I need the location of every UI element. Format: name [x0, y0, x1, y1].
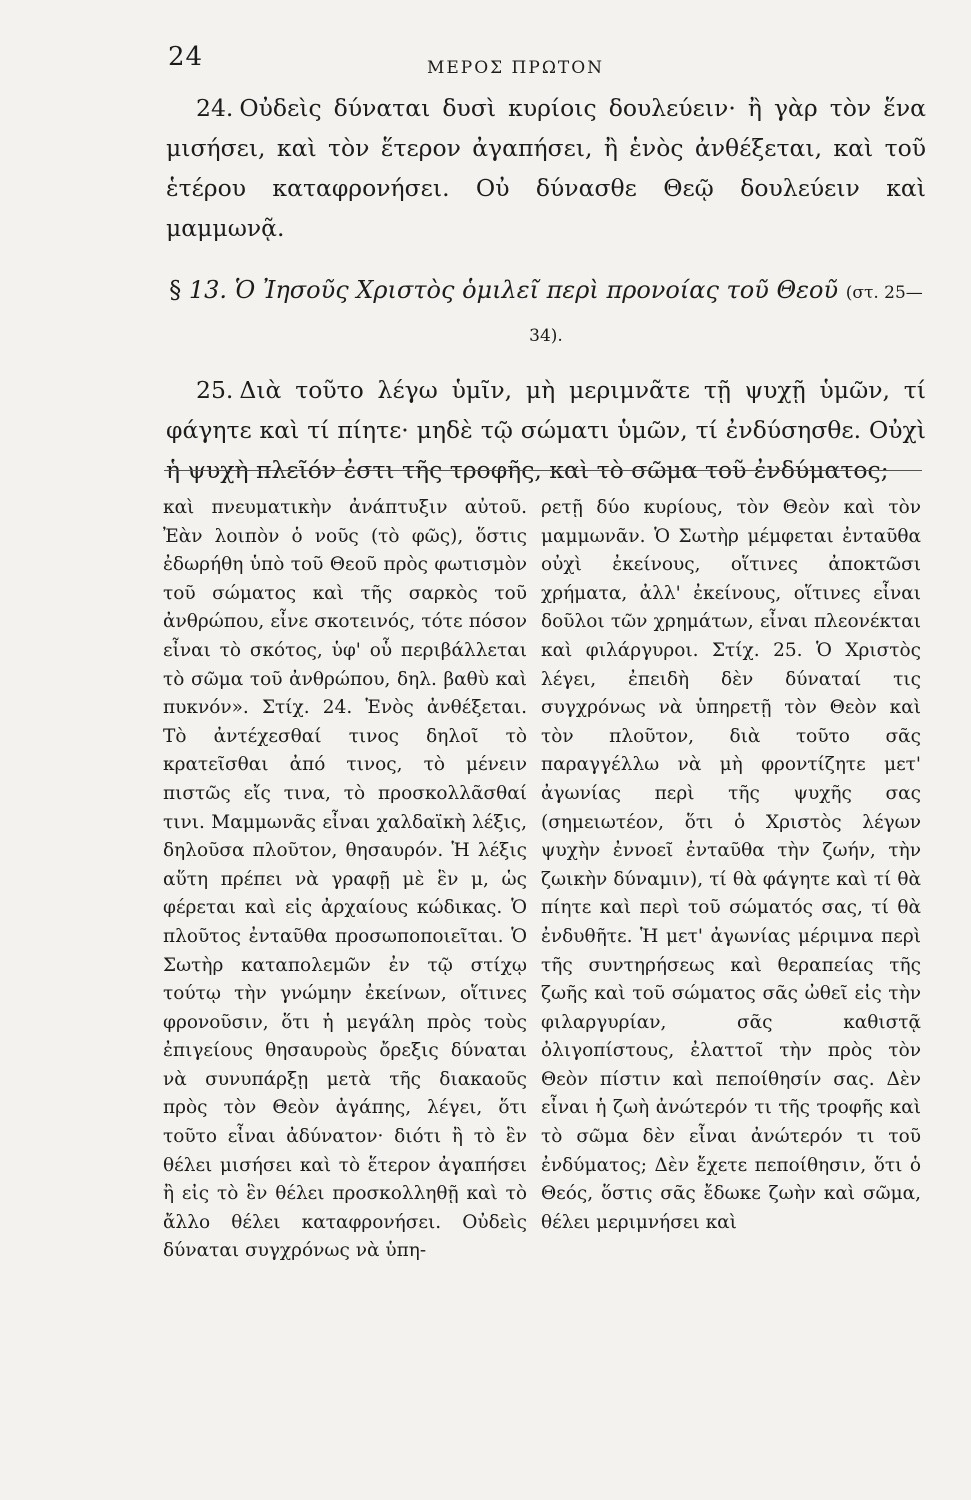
verse-number: 25.: [196, 376, 234, 404]
verse-number: 24.: [196, 94, 234, 122]
section-heading: [166, 270, 926, 356]
verse-24: [166, 88, 926, 248]
commentary-column-left: [163, 494, 527, 1266]
commentary-text: ρετῇ δύο κυρίους, τὸν Θεὸν καὶ τὸν μαμμωνᾶν. Ὁ Σωτὴρ μέμφεται ἐνταῦθα οὐχὶ ἐκείνους, οἵτινες ἀποκτῶσι χρήματα, ἀλλ' ἐκείνους, οἵτινες εἶναι δοῦλοι τῶν χρημάτων, εἶναι πλεονέκται καὶ φιλάργυροι. Στίχ. 25. Ὁ Χριστὸς λέγει, ἐπειδὴ δὲν δύναταί τις συγχρόνως νὰ ὑπηρετῇ τὸν Θεὸν καὶ τὸν πλοῦτον, διὰ τοῦτο σᾶς παραγγέλλω νὰ μὴ φροντίζητε μετ' ἀγωνίας περὶ τῆς ψυχῆς σας (σημειωτέον, ὅτι ὁ Χριστὸς λέγων ψυχὴν ἐννοεῖ ἐνταῦθα τὴν ζωήν, τὴν ζωικὴν δύναμιν), τί θὰ φάγητε καὶ τί θὰ πίητε καὶ περὶ τοῦ σώματός σας, τί θὰ ἐνδυθῆτε. Ἡ μετ' ἀγωνίας μέριμνα περὶ τῆς συντηρήσεως καὶ θεραπείας τῆς ζωῆς καὶ τοῦ σώματος σᾶς ὠθεῖ εἰς τὴν φιλαργυρίαν, σᾶς καθιστᾷ ὀλιγοπίστους, ἐλαττοῖ τὴν πρὸς τὸν Θεὸν πίστιν καὶ πεποίθησίν σας. Δὲν εἶναι ἡ ζωὴ ἀνώτερόν τι τῆς τροφῆς καὶ τὸ σῶμα δὲν εἶναι ἀνώτερόν τι τοῦ ἐνδύματος; Δὲν ἔχετε πεποίθησιν, ὅτι ὁ Θεός, ὅστις σᾶς ἔδωκε ζωὴν καὶ σῶμα, θέλει μεριμνήσει καὶ: [541, 497, 921, 1233]
section-reference: (στ. 25—34).: [529, 283, 923, 346]
section-number: 13.: [188, 276, 228, 304]
section-symbol: §: [169, 276, 182, 304]
commentary-column-right: [541, 494, 921, 1237]
section-title: Ὁ Ἰησοῦς Χριστὸς ὁμιλεῖ περὶ προνοίας τοῦ Θεοῦ: [234, 276, 839, 304]
running-head: ΜΕΡΟΣ ΠΡΩΤΟΝ: [426, 58, 605, 78]
main-text: [166, 88, 926, 490]
page-number: 24: [168, 42, 204, 72]
commentary-text: καὶ πνευματικὴν ἀνάπτυξιν αὐτοῦ. Ἐὰν λοιπὸν ὁ νοῦς (τὸ φῶς), ὅστις ἐδωρήθη ὑπὸ τοῦ Θεοῦ πρὸς φωτισμὸν τοῦ σώματος καὶ τῆς σαρκὸς τοῦ ἀνθρώπου, εἶνε σκοτεινός, τότε πόσον εἶναι τὸ σκότος, ὑφ' οὗ περιβάλλεται τὸ σῶμα τοῦ ἀνθρώπου, δηλ. βαθὺ καὶ πυκνόν». Στίχ. 24. Ἑνὸς ἀνθέξεται. Τὸ ἀντέχεσθαί τινος δηλοῖ τὸ κρατεῖσθαι ἀπό τινος, τὸ μένειν πιστῶς εἴς τινα, τὸ προσκολλᾶσθαί τινι. Μαμμωνᾶς εἶναι χαλδαϊκὴ λέξις, δηλοῦσα πλοῦτον, θησαυρόν. Ἡ λέξις αὕτη πρέπει νὰ γραφῇ μὲ ἓν μ, ὡς φέρεται καὶ εἰς ἀρχαίους κώδικας. Ὁ πλοῦτος ἐνταῦθα προσωποποιεῖται. Ὁ Σωτὴρ καταπολεμῶν ἐν τῷ στίχῳ τούτῳ τὴν γνώμην ἐκείνων, οἵτινες φρονοῦσιν, ὅτι ἡ μεγάλη πρὸς τοὺς ἐπιγείους θησαυροὺς ὄρεξις δύναται νὰ συνυπάρξῃ μετὰ τῆς διακαοῦς πρὸς τὸν Θεὸν ἀγάπης, λέγει, ὅτι τοῦτο εἶναι ἀδύνατον· διότι ἢ τὸ ἓν θέλει μισήσει καὶ τὸ ἕτερον ἀγαπήσει ἢ εἰς τὸ ἓν θέλει προσκολληθῇ καὶ τὸ ἄλλο θέλει καταφρονήσει. Οὐδεὶς δύναται συγχρόνως νὰ ὑπη-: [163, 497, 527, 1262]
verse-25: [166, 370, 926, 490]
verse-text: Οὐδεὶς δύναται δυσὶ κυρίοις δουλεύειν· ἢ γὰρ τὸν ἕνα μισήσει, καὶ τὸν ἕτερον ἀγαπήσει, ἢ ἑνὸς ἀνθέξεται, καὶ τοῦ ἑτέρου καταφρονήσει. Οὐ δύνασθε Θεῷ δουλεύειν καὶ μαμμωνᾷ.: [166, 94, 926, 242]
verse-text: Διὰ τοῦτο λέγω ὑμῖν, μὴ μεριμνᾶτε τῇ ψυχῇ ὑμῶν, τί φάγητε καὶ τί πίητε· μηδὲ τῷ σώματι ὑμῶν, τί ἐνδύσησθε. Οὐχὶ ἡ ψυχὴ πλεῖόν ἐστι τῆς τροφῆς, καὶ τὸ σῶμα τοῦ ἐνδύματος;: [166, 376, 926, 484]
footnote-divider: [164, 470, 922, 471]
